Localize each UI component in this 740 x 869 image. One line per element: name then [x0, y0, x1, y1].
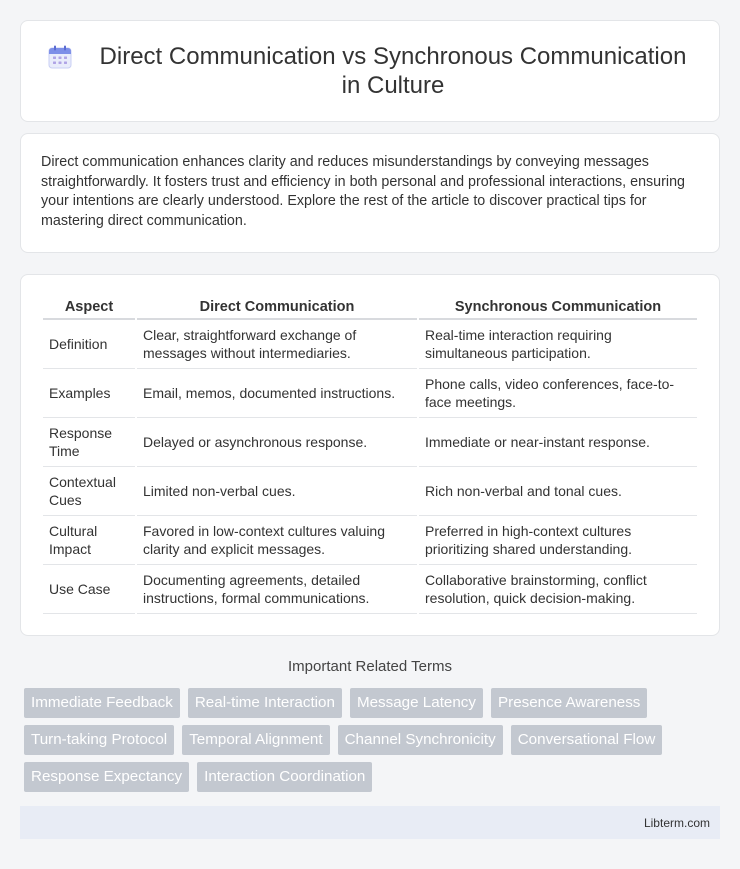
cell-aspect: Definition [43, 320, 135, 369]
header-aspect: Aspect [43, 297, 135, 320]
footer [20, 806, 720, 839]
header-direct: Direct Communication [137, 297, 417, 320]
intro-card [20, 133, 720, 253]
comparison-card [20, 274, 720, 636]
cell-synchronous: Rich non-verbal and tonal cues. [419, 467, 697, 516]
table-row [43, 516, 697, 565]
cell-aspect: Contextual Cues [43, 467, 135, 516]
cell-direct: Delayed or asynchronous response. [137, 418, 417, 467]
related-term-tag[interactable]: Interaction Coordination [197, 762, 372, 792]
table-row [43, 418, 697, 467]
cell-synchronous: Collaborative brainstorming, conflict resolution, quick decision-making. [419, 565, 697, 614]
related-term-tag[interactable]: Temporal Alignment [182, 725, 329, 755]
cell-aspect: Examples [43, 369, 135, 418]
related-term-tag[interactable]: Channel Synchronicity [338, 725, 503, 755]
cell-direct: Favored in low-context cultures valuing clarity and explicit messages. [137, 516, 417, 565]
title-card [20, 20, 720, 122]
related-term-tag[interactable]: Turn-taking Protocol [24, 725, 174, 755]
cell-direct: Email, memos, documented instructions. [137, 369, 417, 418]
table-header-row [43, 297, 697, 320]
related-term-tag[interactable]: Message Latency [350, 688, 483, 718]
cell-direct: Clear, straightforward exchange of messages without intermediaries. [137, 320, 417, 369]
cell-aspect: Cultural Impact [43, 516, 135, 565]
table-row [43, 369, 697, 418]
intro-paragraph: Direct communication enhances clarity and reduces misunderstandings by conveying messages straightforwardly. It fosters trust and efficiency in both personal and professional interactions, ensuring your intentions are clearly understood. Explore the rest of the article to discover practical tips for mastering direct communication. [41, 154, 685, 229]
table-row [43, 565, 697, 614]
cell-synchronous: Immediate or near-instant response. [419, 418, 697, 467]
cell-synchronous: Preferred in high-context cultures prioritizing shared understanding. [419, 516, 697, 565]
related-term-tag[interactable]: Presence Awareness [491, 688, 647, 718]
related-term-tag[interactable]: Immediate Feedback [24, 688, 180, 718]
cell-direct: Limited non-verbal cues. [137, 467, 417, 516]
cell-aspect: Use Case [43, 565, 135, 614]
comparison-table [41, 297, 699, 614]
header-synchronous: Synchronous Communication [419, 297, 697, 320]
cell-synchronous: Real-time interaction requiring simultaneous participation. [419, 320, 697, 369]
page-title: Direct Communication vs Synchronous Communication in Culture [99, 43, 687, 99]
related-term-tag[interactable]: Conversational Flow [511, 725, 663, 755]
related-term-tag[interactable]: Real-time Interaction [188, 688, 342, 718]
cell-direct: Documenting agreements, detailed instructions, formal communications. [137, 565, 417, 614]
table-row [43, 467, 697, 516]
related-terms-list [20, 688, 720, 792]
cell-aspect: Response Time [43, 418, 135, 467]
table-row [43, 320, 697, 369]
related-term-tag[interactable]: Response Expectancy [24, 762, 189, 792]
related-terms-title: Important Related Terms [288, 658, 452, 675]
calendar-icon [47, 44, 73, 70]
cell-synchronous: Phone calls, video conferences, face-to-face meetings. [419, 369, 697, 418]
footer-site-link[interactable]: Libterm.com [643, 815, 710, 830]
